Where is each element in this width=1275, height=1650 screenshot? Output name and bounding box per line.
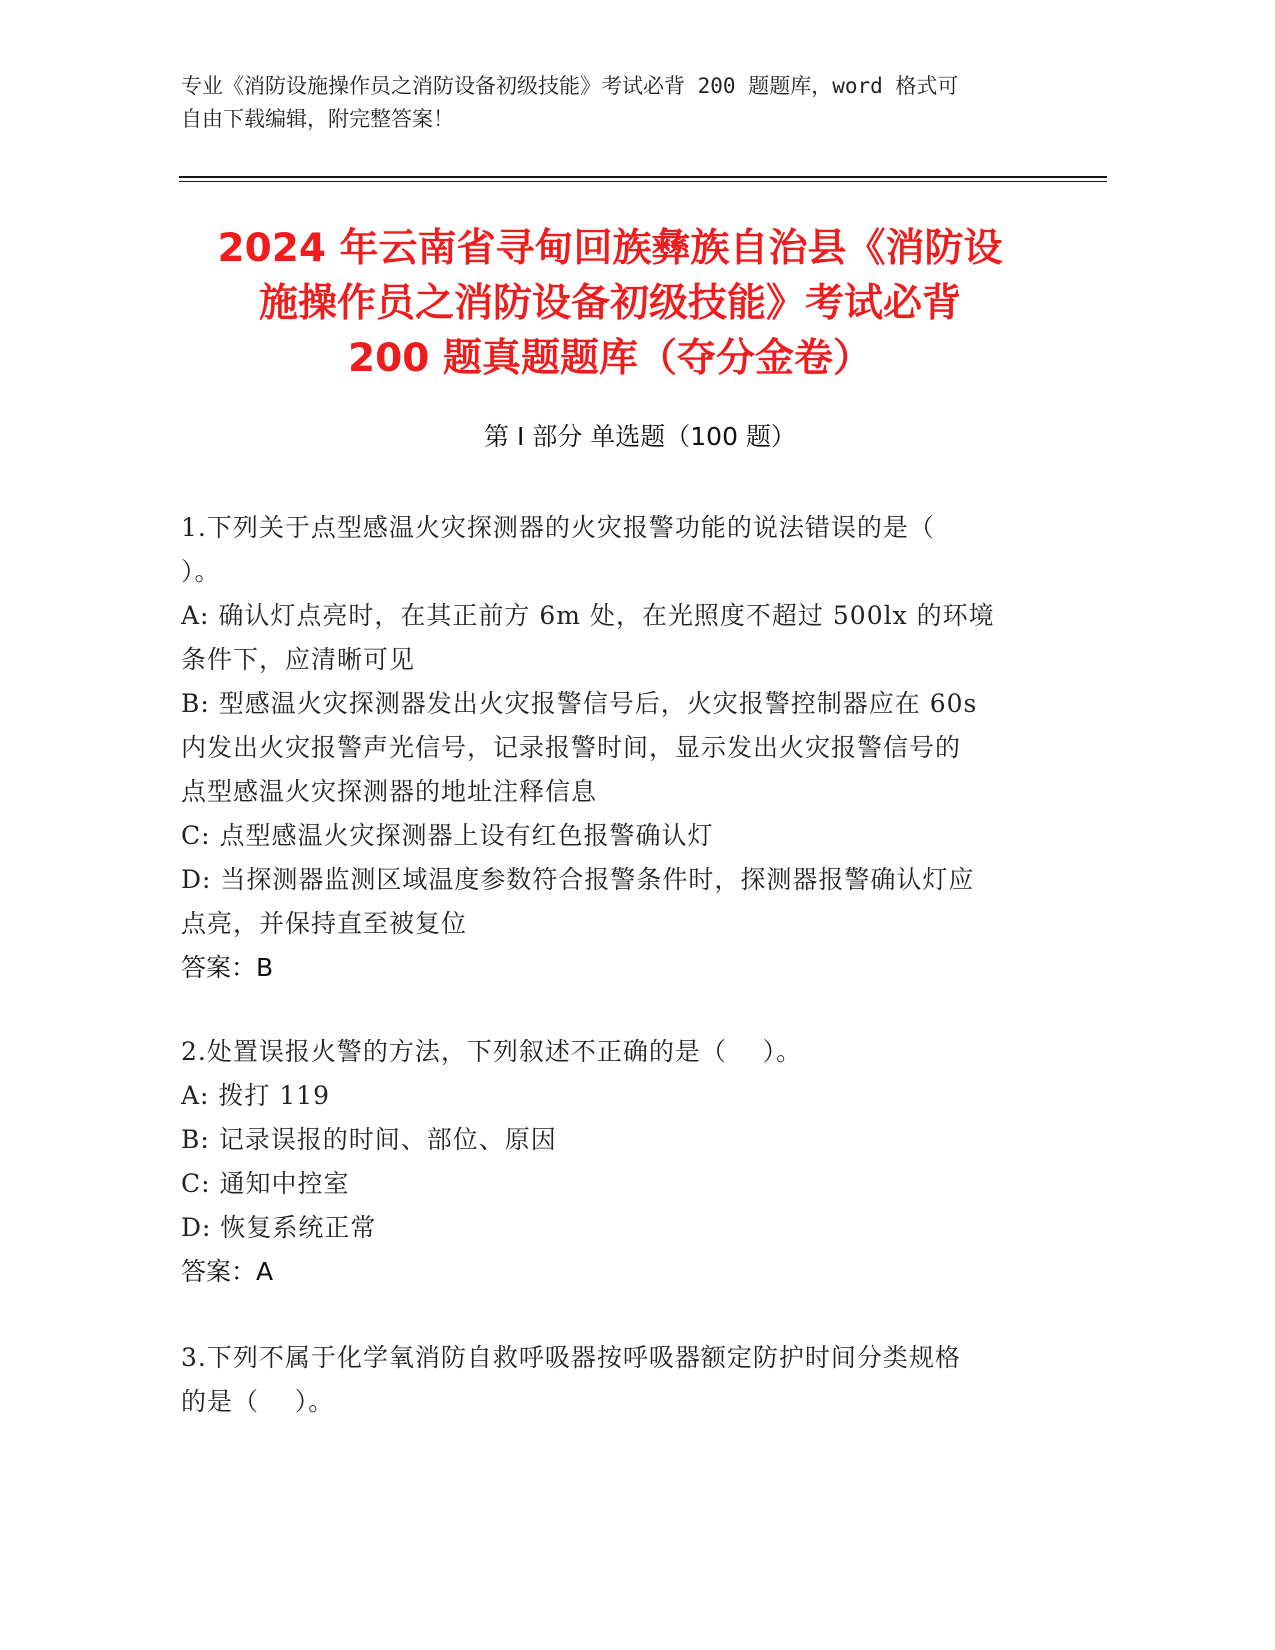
section-title: 第 I 部分 单选题（100 题） bbox=[484, 422, 796, 451]
option-text: A: 确认灯点亮时，在其正前方 6m 处，在光照度不超过 500lx 的环境 bbox=[181, 601, 995, 630]
question-stem: 的是（ ）。 bbox=[181, 1387, 335, 1416]
option-c bbox=[181, 814, 1031, 858]
option-c: C: 通知中控室 bbox=[181, 1169, 350, 1198]
header-note bbox=[181, 70, 1031, 136]
option-text: 条件下，应清晰可见 bbox=[181, 645, 416, 674]
title-line: 施操作员之消防设备初级技能》考试必背 bbox=[258, 281, 961, 326]
option-a: A: 拨打 119 bbox=[181, 1081, 331, 1110]
header-divider-thin bbox=[179, 181, 1107, 182]
option-d: D: 恢复系统正常 bbox=[181, 1213, 377, 1242]
answer: 答案：A bbox=[181, 1257, 274, 1286]
answer: 答案：B bbox=[181, 953, 274, 982]
option-text: C: 点型感温火灾探测器上设有红色报警确认灯 bbox=[181, 821, 714, 850]
question-3 bbox=[181, 1336, 1031, 1424]
question-2 bbox=[181, 1030, 1031, 1294]
option-text: 点型感温火灾探测器的地址注释信息 bbox=[181, 777, 598, 806]
title-line: 2024 年云南省寻甸回族彝族自治县《消防设 bbox=[217, 226, 1003, 271]
option-b bbox=[181, 682, 1031, 814]
option-text: 内发出火灾报警声光信号，记录报警时间，显示发出火灾报警信号的 bbox=[181, 733, 962, 762]
question-stem: 2.处置误报火警的方法，下列叙述不正确的是（ ）。 bbox=[181, 1037, 803, 1066]
option-text: 点亮，并保持直至被复位 bbox=[181, 909, 468, 938]
question-stem: 3.下列不属于化学氧消防自救呼吸器按呼吸器额定防护时间分类规格 bbox=[181, 1343, 961, 1372]
option-d bbox=[181, 858, 1031, 946]
option-text: B: 型感温火灾探测器发出火灾报警信号后，火灾报警控制器应在 60s bbox=[181, 689, 978, 718]
option-b: B: 记录误报的时间、部位、原因 bbox=[181, 1125, 557, 1154]
option-text: D: 当探测器监测区域温度参数符合报警条件时，探测器报警确认灯应 bbox=[181, 865, 975, 894]
question-stem: ）。 bbox=[181, 557, 221, 586]
header-divider-thick bbox=[179, 176, 1107, 178]
document-title bbox=[160, 221, 1060, 386]
option-a bbox=[181, 594, 1031, 682]
question-stem: 1.下列关于点型感温火灾探测器的火灾报警功能的说法错误的是（ bbox=[181, 513, 935, 542]
header-note-line: 专业《消防设施操作员之消防设备初级技能》考试必背 200 题题库，word 格式可 bbox=[181, 74, 959, 98]
title-line: 200 题真题题库（夺分金卷） bbox=[348, 336, 872, 381]
header-note-line: 自由下载编辑，附完整答案！ bbox=[181, 107, 454, 131]
question-1 bbox=[181, 506, 1031, 990]
